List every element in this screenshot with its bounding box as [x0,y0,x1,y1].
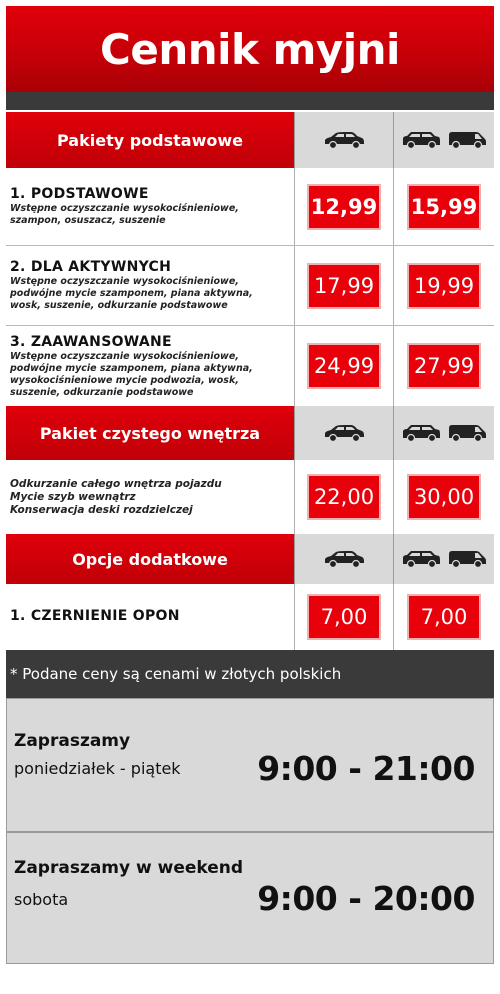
page-title: Cennik myjni [100,24,400,74]
price-cell-car [294,326,393,406]
hours-weekdays [6,698,494,832]
package-row [6,584,494,650]
currency-note: * Podane ceny są cenami w złotych polskich [6,650,494,698]
price-cell-van [393,584,494,650]
package-title: 3. ZAAWANSOWANE [10,333,172,350]
suv-icon [401,550,441,568]
price-van: 27,99 [409,345,479,387]
package-details: Wstępne oczyszczanie wysokociśnieniowe, szampon, osuszacz, suszenie [10,203,239,226]
divider-strip [6,92,494,110]
car-icon [323,550,365,568]
package-row [6,246,494,326]
section-header-basic [6,112,494,168]
package-title: 1. CZERNIENIE OPON [10,608,180,624]
price-cell-car [294,460,393,534]
suv-icon [401,424,441,442]
package-row [6,460,494,534]
price-cell-car [294,246,393,325]
price-cell-van [393,168,494,245]
hours-days: poniedziałek - piątek [14,759,181,778]
package-row [6,326,494,406]
price-car: 17,99 [309,265,379,307]
section-title: Opcje dodatkowe [6,534,294,584]
price-car: 7,00 [309,596,379,638]
package-details: Wstępne oczyszczanie wysokociśnieniowe, podwójne mycie szamponem, piana aktywna, wosk, suszenie, odkurzanie podstawowe [10,276,253,311]
van-icon [447,424,487,442]
hours-time: 9:00 - 21:00 [257,749,475,788]
section-header-extras [6,534,494,584]
column-suv-van [393,406,494,460]
package-description [6,168,294,245]
column-car [294,534,393,584]
car-icon [323,131,365,149]
car-icon [323,424,365,442]
price-cell-van [393,460,494,534]
hours-days: sobota [14,890,69,909]
package-description [6,584,294,650]
hours-time: 9:00 - 20:00 [257,879,475,918]
suv-icon [401,131,441,149]
package-title: 2. DLA AKTYWNYCH [10,259,172,275]
hours-title: Zapraszamy [14,731,131,751]
price-cell-van [393,326,494,406]
package-description [6,460,294,534]
column-suv-van [393,534,494,584]
price-van: 7,00 [409,596,479,638]
price-cell-car [294,584,393,650]
package-details: Odkurzanie całego wnętrza pojazdu Mycie szyb wewnątrz Konserwacja deski rozdzielczej [10,477,222,516]
van-icon [447,131,487,149]
package-title: 1. PODSTAWOWE [10,186,149,202]
price-cell-car [294,168,393,245]
package-details: Wstępne oczyszczanie wysokociśnieniowe, podwójne mycie szamponem, piana aktywna, wysokociśnieniowe mycie podwozia, wosk, suszenie, odkurzanie podstawowe [10,350,253,398]
price-list [6,6,494,964]
package-row [6,168,494,246]
price-cell-van [393,246,494,325]
package-description [6,246,294,325]
price-van: 15,99 [409,186,479,228]
package-description [6,326,294,406]
column-car [294,406,393,460]
price-car: 12,99 [309,186,379,228]
van-icon [447,550,487,568]
section-header-interior [6,406,494,460]
column-suv-van [393,112,494,168]
column-car [294,112,393,168]
hours-weekend [6,832,494,964]
price-van: 19,99 [409,265,479,307]
section-title: Pakiety podstawowe [6,112,294,168]
price-van: 30,00 [409,476,479,518]
section-title: Pakiet czystego wnętrza [6,406,294,460]
price-car: 24,99 [309,345,379,387]
price-car: 22,00 [309,476,379,518]
title-banner [6,6,494,92]
hours-title: Zapraszamy w weekend [14,858,244,878]
